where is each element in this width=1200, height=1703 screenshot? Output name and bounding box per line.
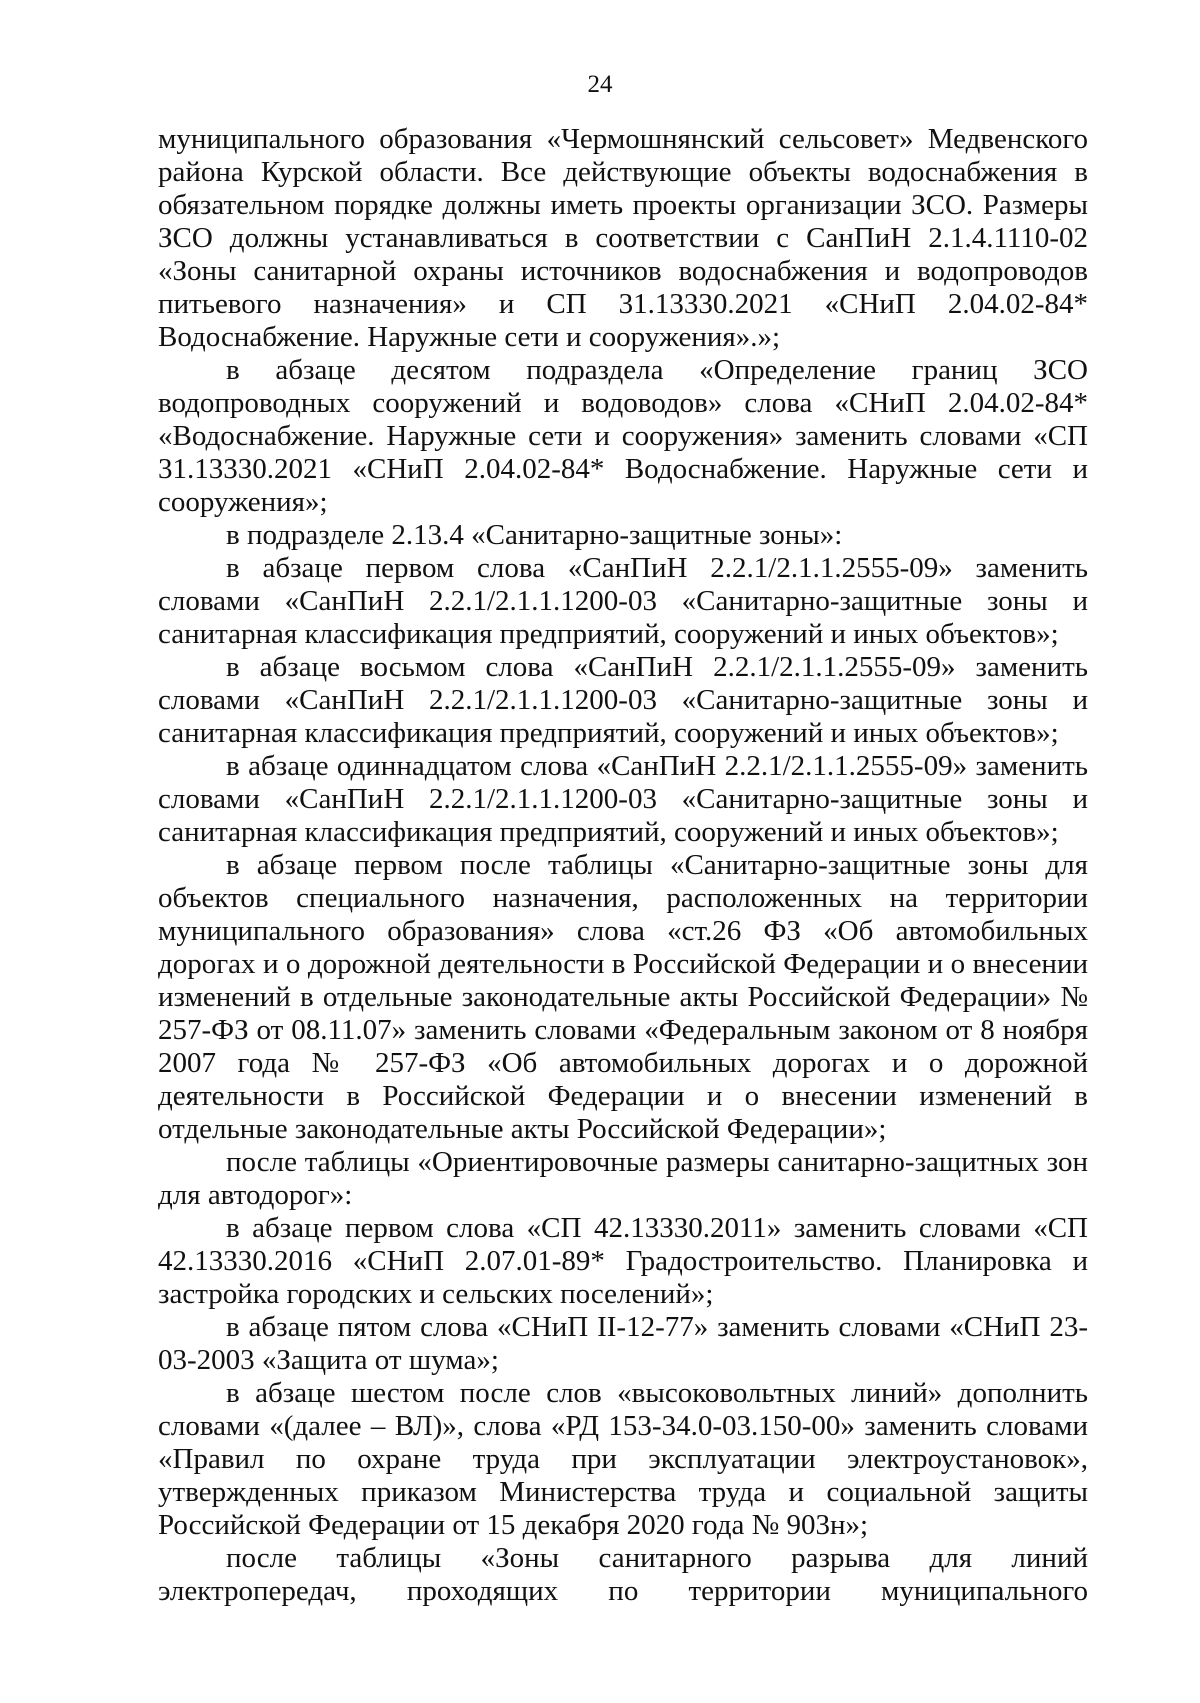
paragraph-1: муниципального образования «Чермошнянский сельсовет» Медвенского района Курской области. Все действующие объекты водоснабжения в обязательном порядке должны иметь проекты организации ЗСО. Размеры ЗСО должны устанавливаться в соответствии с СанПиН 2.1.4.1110-02 «Зоны санитарной охраны источников водоснабжения и водопроводов питьевого назначения» и СП 31.13330.2021 «СНиП 2.04.02-84* Водоснабжение. Наружные сети и сооружения».»; bbox=[158, 123, 1088, 353]
paragraph-11: в абзаце шестом после слов «высоковольтных линий» дополнить словами «(далее – ВЛ)», слова «РД 153-34.0-03.150-00» заменить словами «Правил по охране труда при эксплуатации электроустановок», утвержденных приказом Министерства труда и социальной защиты Российской Федерации от 15 декабря 2020 года № 903н»; bbox=[158, 1377, 1088, 1541]
paragraph-3: в подразделе 2.13.4 «Санитарно-защитные зоны»: bbox=[226, 519, 843, 551]
paragraph-7: в абзаце первом после таблицы «Санитарно-защитные зоны для объектов специального назначения, расположенных на территории муниципального образования» слова «ст.26 ФЗ «Об автомобильных дорогах и о дорожной деятельности в Российской Федерации и о внесении изменений в отдельные законодательные акты Российской Федерации» № 257-ФЗ от 08.11.07» заменить словами «Федеральным законом от 8 ноября 2007 года № 257-ФЗ «Об автомобильных дорогах и о дорожной деятельности в Российской Федерации и о внесении изменений в отдельные законодательные акты Российской Федерации»; bbox=[158, 849, 1088, 1145]
page-number: 24 bbox=[587, 71, 613, 98]
paragraph-6: в абзаце одиннадцатом слова «СанПиН 2.2.1/2.1.1.2555-09» заменить словами «СанПиН 2.2.1/2.1.1.1200-03 «Санитарно-защитные зоны и санитарная классификация предприятий, сооружений и иных объектов»; bbox=[158, 750, 1088, 848]
paragraph-9: в абзаце первом слова «СП 42.13330.2011» заменить словами «СП 42.13330.2016 «СНиП 2.07.01-89* Градостроительство. Планировка и застройка городских и сельских поселений»; bbox=[158, 1212, 1088, 1310]
paragraph-5: в абзаце восьмом слова «СанПиН 2.2.1/2.1.1.2555-09» заменить словами «СанПиН 2.2.1/2.1.1.1200-03 «Санитарно-защитные зоны и санитарная классификация предприятий, сооружений и иных объектов»; bbox=[158, 651, 1088, 749]
paragraph-4: в абзаце первом слова «СанПиН 2.2.1/2.1.1.2555-09» заменить словами «СанПиН 2.2.1/2.1.1.1200-03 «Санитарно-защитные зоны и санитарная классификация предприятий, сооружений и иных объектов»; bbox=[158, 552, 1088, 650]
paragraph-8: после таблицы «Ориентировочные размеры санитарно-защитных зон для автодорог»: bbox=[158, 1146, 1088, 1211]
document-body bbox=[158, 123, 1088, 1608]
paragraph-10: в абзаце пятом слова «СНиП II-12-77» заменить словами «СНиП 23-03-2003 «Защита от шума»; bbox=[158, 1311, 1088, 1376]
paragraph-12: после таблицы «Зоны санитарного разрыва для линий электропередач, проходящих по территории муниципального bbox=[158, 1542, 1088, 1607]
paragraph-2: в абзаце десятом подраздела «Определение границ ЗСО водопроводных сооружений и водоводов» слова «СНиП 2.04.02-84* «Водоснабжение. Наружные сети и сооружения» заменить словами «СП 31.13330.2021 «СНиП 2.04.02-84* Водоснабжение. Наружные сети и сооружения»; bbox=[158, 354, 1088, 518]
